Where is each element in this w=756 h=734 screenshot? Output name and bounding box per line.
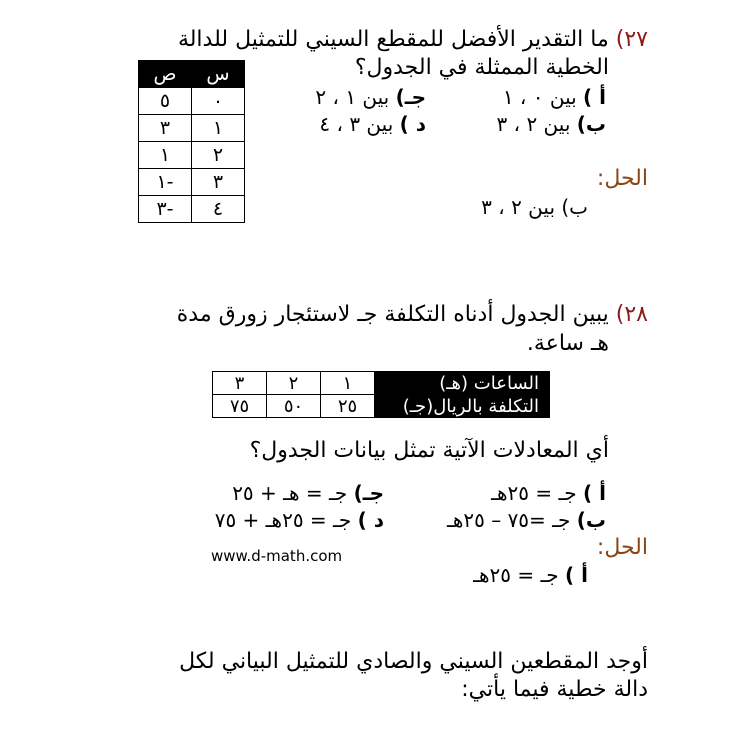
q28-option-c: جـ) جـ = هـ + ٢٥ xyxy=(232,481,384,505)
table-row: ٧٥ ٥٠ ٢٥ التكلفة بالريال(جـ) xyxy=(213,395,550,418)
q28-text-line1: ٢٨) يبين الجدول أدناه التكلفة جـ لاستئجار زورق مدة xyxy=(176,302,648,327)
q27-number: ٢٧) xyxy=(615,27,648,52)
q27-table xyxy=(138,60,245,223)
q27-table-header-y: ص xyxy=(139,61,192,88)
q27-option-a: أ ) بين ٠ ، ١ xyxy=(502,85,606,109)
q28-solution-text: أ ) جـ = ٢٥هـ xyxy=(473,563,588,587)
q28-solution-label: الحل: xyxy=(596,535,648,560)
q28-option-b: ب) جـ =٧٥ – ٢٥هـ xyxy=(446,508,606,532)
closing-line1: أوجد المقطعين السيني والصادي للتمثيل البياني لكل xyxy=(179,649,648,674)
table-row: ٣- ٤ xyxy=(139,196,245,223)
q28-option-d: د ) جـ = ٢٥هـ + ٧٥ xyxy=(214,508,384,532)
q27-solution-label: الحل: xyxy=(596,166,648,191)
q28-text-line2: هـ ساعة. xyxy=(526,331,609,356)
q28-table xyxy=(212,371,550,418)
table-row: ١ ٢ xyxy=(139,142,245,169)
q27-text-line2: الخطية الممثلة في الجدول؟ xyxy=(354,55,609,80)
table-row: ٣ ٢ ١ الساعات (هـ) xyxy=(213,372,550,395)
q28-option-a: أ ) جـ = ٢٥هـ xyxy=(491,481,606,505)
q27-solution-text: ب) بين ٢ ، ٣ xyxy=(481,195,588,219)
q27-text-line1: ٢٧) ما التقدير الأفضل للمقطع السيني للتمثيل للدالة xyxy=(177,27,648,52)
q28-question: أي المعادلات الآتية تمثل بيانات الجدول؟ xyxy=(249,438,609,463)
q27-table-header-x: س xyxy=(192,61,245,88)
table-row: ١- ٣ xyxy=(139,169,245,196)
q27-option-b: ب) بين ٢ ، ٣ xyxy=(496,112,606,136)
q28-table-header-hours: الساعات (هـ) xyxy=(375,372,550,395)
q28-table-header-cost: التكلفة بالريال(جـ) xyxy=(375,395,550,418)
closing-line2: دالة خطية فيما يأتي: xyxy=(461,677,648,702)
table-row: ٥ ٠ xyxy=(139,88,245,115)
q28-number: ٢٨) xyxy=(615,302,648,327)
website-link[interactable]: www.d-math.com xyxy=(211,547,343,565)
q27-option-d: د ) بين ٣ ، ٤ xyxy=(319,112,426,136)
q27-option-c: جـ) بين ١ ، ٢ xyxy=(315,85,426,109)
table-row: ٣ ١ xyxy=(139,115,245,142)
